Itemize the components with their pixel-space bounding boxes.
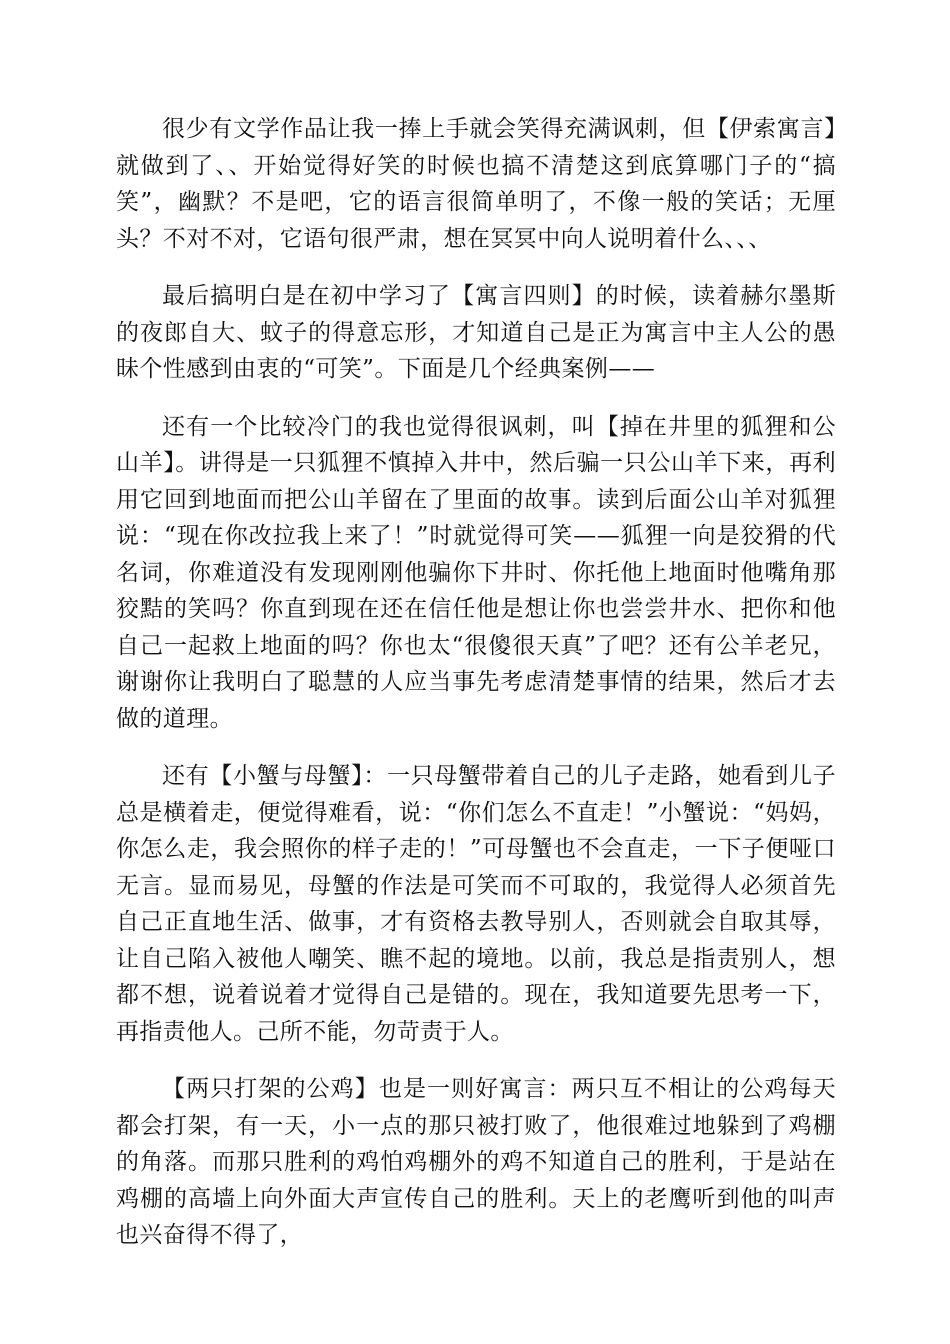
paragraph-1: 很少有文学作品让我一捧上手就会笑得充满讽刺，但【伊索寓言】就做到了、、开始觉得好笑的时候也搞不清楚这到底算哪门子的“搞笑”，幽默？不是吧，它的语言很简单明了，不像一般的笑话；无厘头？不对不对，它语句很严肃，想在冥冥中向人说明着什么、、、: [116, 116, 836, 252]
paragraph-2: 最后搞明白是在初中学习了【寓言四则】的时候，读着赫尔墨斯的夜郎自大、蚊子的得意忘形，才知道自己是正为寓言中主人公的愚昧个性感到由衷的“可笑”。下面是几个经典案例——: [116, 283, 836, 382]
paragraph-4: 还有【小蟹与母蟹】：一只母蟹带着自己的儿子走路，她看到儿子总是横着走，便觉得难看，说：“你们怎么不直走！”小蟹说：“妈妈，你怎么走，我会照你的样子走的！”可母蟹也不会直走，一下子便哑口无言。显而易见，母蟹的作法是可笑而不可取的，我觉得人必须首先自己正直地生活、做事，才有资格去教导别人，否则就会自取其辱，让自己陷入被他人嘲笑、瞧不起的境地。以前，我总是指责别人，想都不想，说着说着才觉得自己是错的。现在，我知道要先思考一下，再指责他人。己所不能，勿苛责于人。: [116, 763, 836, 1045]
paragraph-3: 还有一个比较冷门的我也觉得很讽刺，叫【掉在井里的狐狸和公山羊】。讲得是一只狐狸不慎掉入井中，然后骗一只公山羊下来，再利用它回到地面而把公山羊留在了里面的故事。读到后面公山羊对狐狸说：“现在你改拉我上来了！”时就觉得可笑——狐狸一向是狡猾的代名词，你难道没有发现刚刚他骗你下井时、你托他上地面时他嘴角那狡黠的笑吗？你直到现在还在信任他是想让你也尝尝井水、把你和他自己一起救上地面的吗？你也太“很傻很天真”了吧？还有公羊老兄，谢谢你让我明白了聪慧的人应当事先考虑清楚事情的结果，然后才去做的道理。: [116, 413, 836, 732]
document-body: [116, 111, 836, 1275]
paragraph-5: 【两只打架的公鸡】也是一则好寓言：两只互不相让的公鸡每天都会打架，有一天，小一点的那只被打败了，他很难过地躲到了鸡棚的角落。而那只胜利的鸡怕鸡棚外的鸡不知道自己的胜利，于是站在鸡棚的高墙上向外面大声宣传自己的胜利。天上的老鹰听到他的叫声也兴奋得不得了，: [116, 1076, 836, 1248]
